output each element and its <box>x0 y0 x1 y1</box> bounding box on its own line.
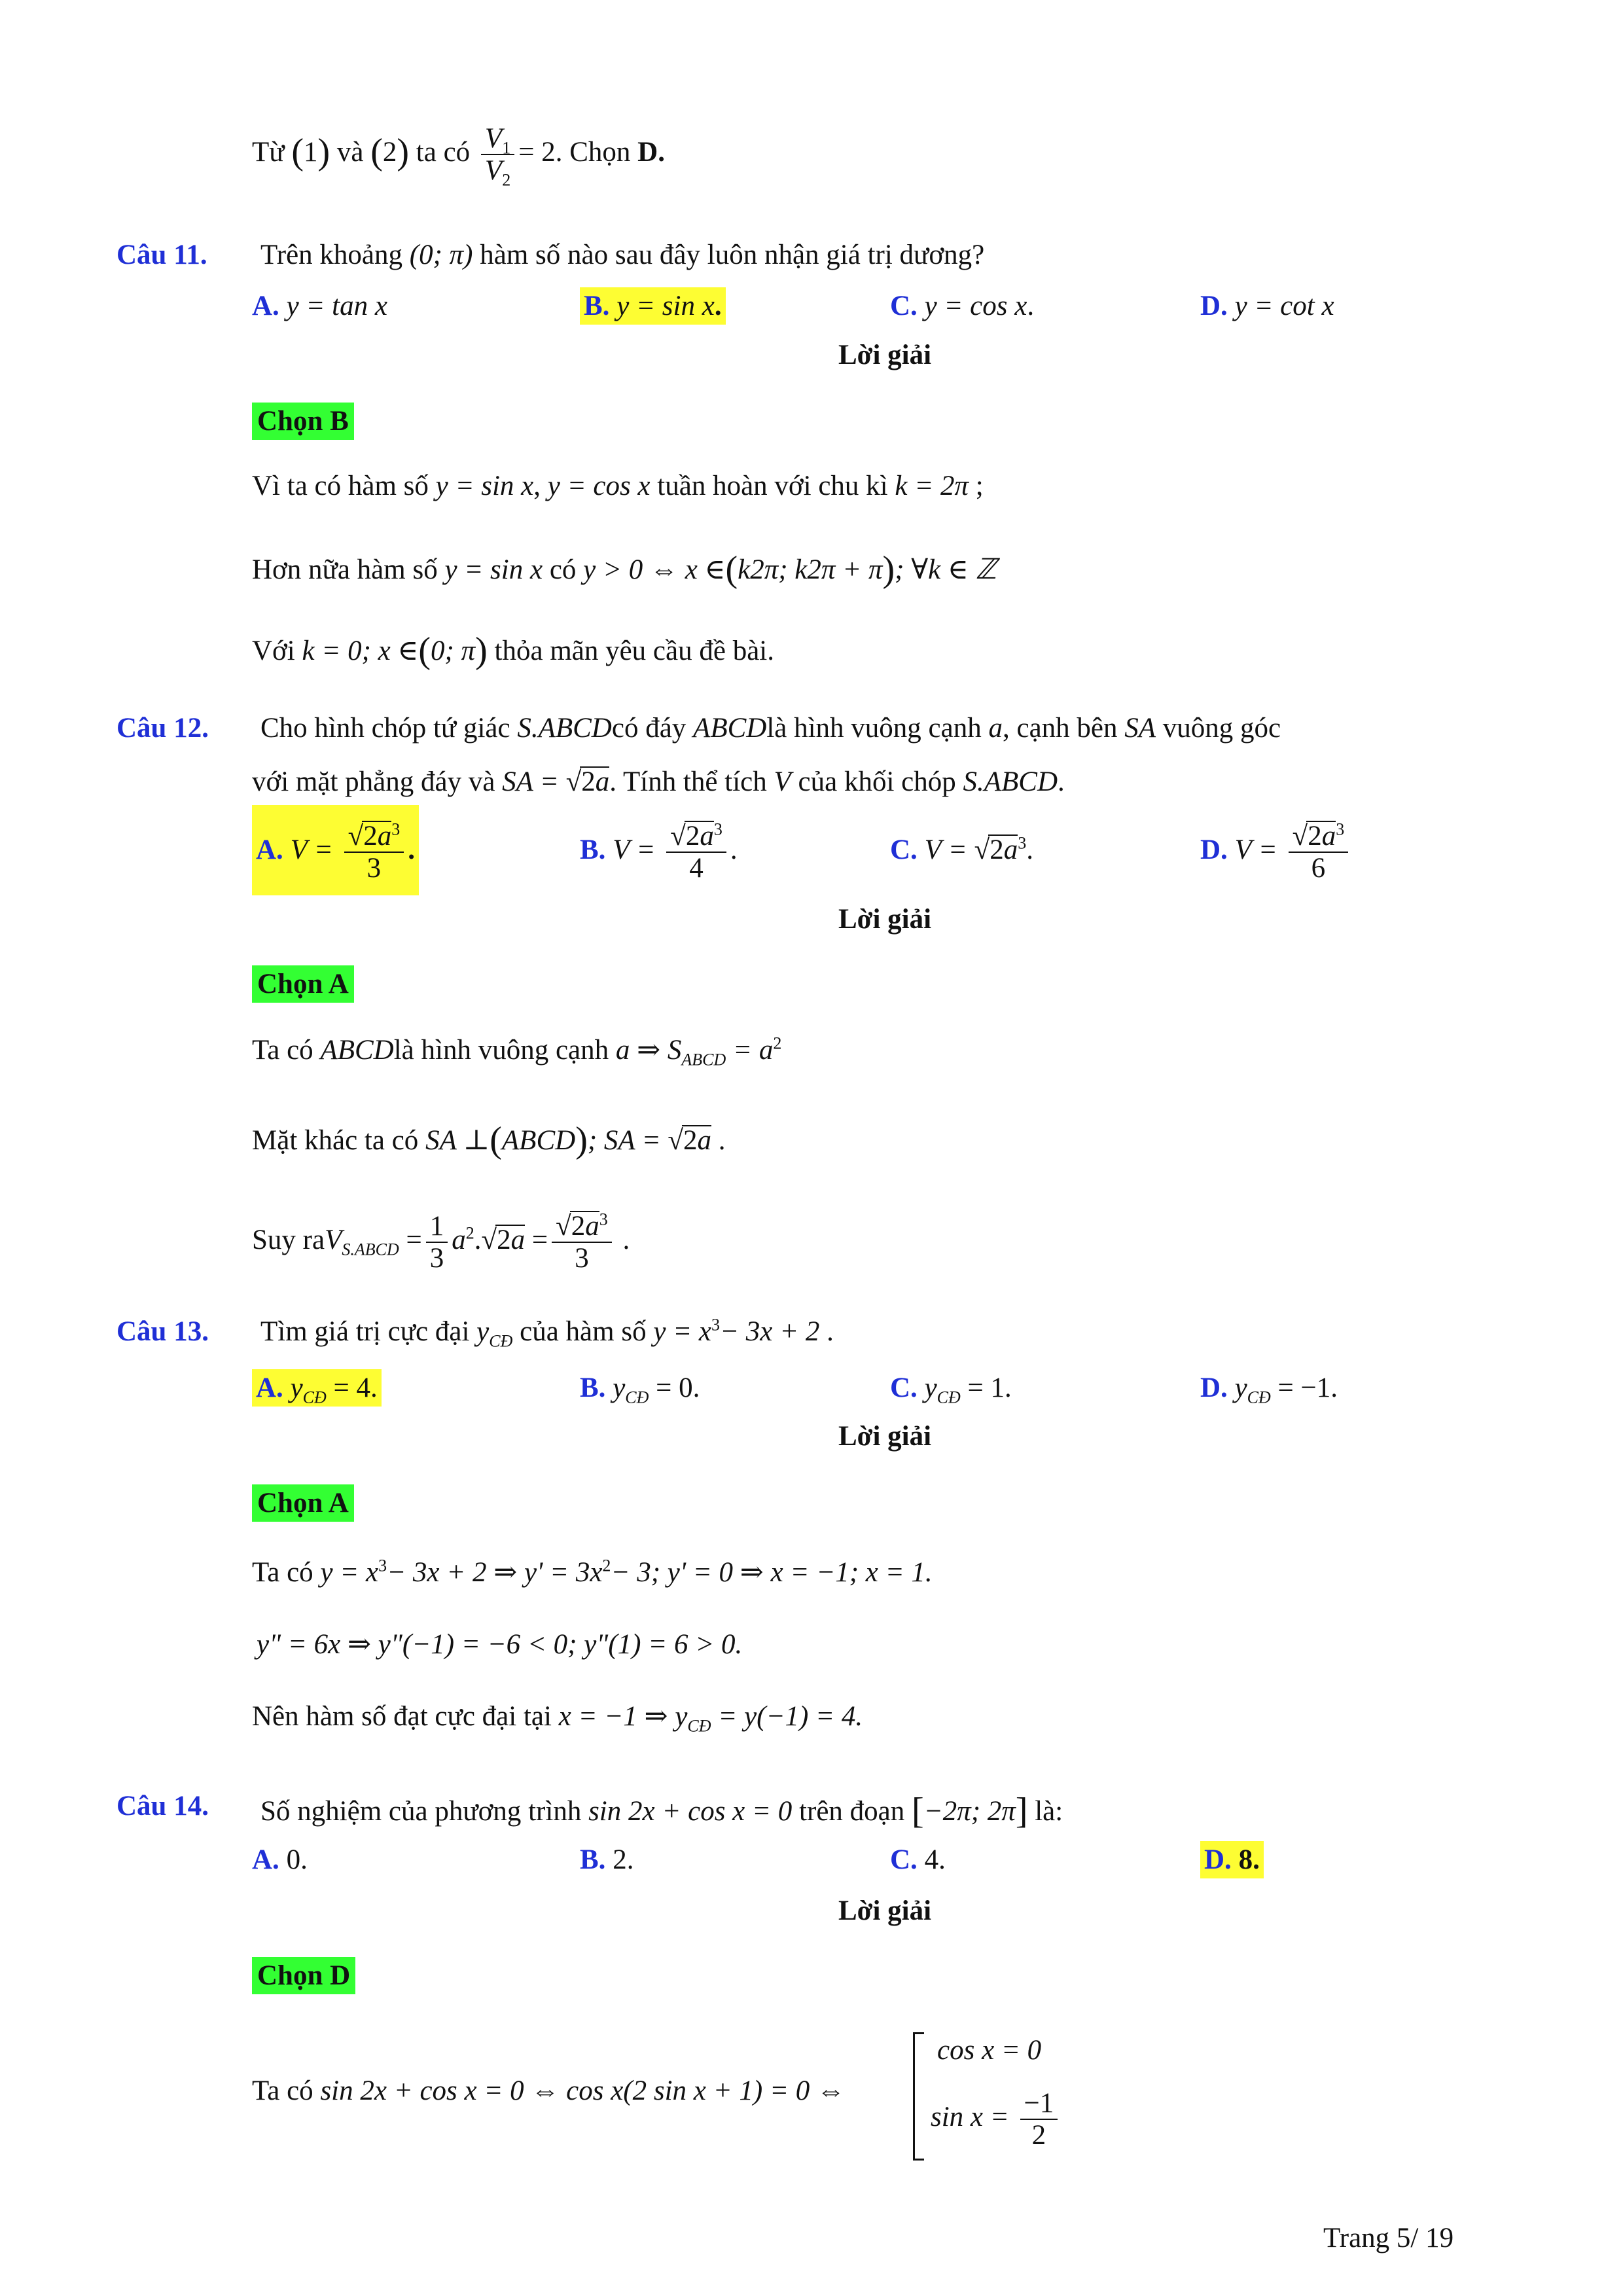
q14-option-c-value: 4 <box>924 1844 939 1875</box>
q12-s1-a: Ta có <box>252 1035 313 1066</box>
q13-func: y = x <box>653 1316 712 1347</box>
q14-option-a-key: A. <box>252 1844 279 1875</box>
ratio-num-sub: 1 <box>502 138 511 158</box>
q12-option-b-den: 4 <box>689 853 704 884</box>
q12-s1-d: a ⇒ S <box>615 1035 682 1066</box>
ratio-value: = 2 <box>518 137 556 168</box>
q13-option-d: D. $y_{CĐ} = -1$. <box>1200 1372 1338 1407</box>
q11-s1-f3: k = 2π <box>895 471 969 501</box>
intro-and: và <box>336 137 364 168</box>
ratio-den: V <box>484 155 503 187</box>
q11-s2-f3: k2π; k2π + π <box>738 554 883 585</box>
q12-option-d <box>1200 808 1352 893</box>
q12-label: Câu 12. <box>116 713 209 744</box>
q13-option-a-key: A. <box>256 1372 283 1403</box>
q13-option-a: A. $y_{CĐ} = 4$. <box>252 1369 382 1407</box>
q11-s3-a: Với <box>252 636 295 666</box>
q11-label: Câu 11. <box>116 240 207 270</box>
q12-l1-h: SA <box>1124 713 1156 744</box>
ref-two: 2 <box>382 137 397 168</box>
q12-option-d-den: 6 <box>1311 853 1326 884</box>
q11-option-b <box>580 287 726 325</box>
q12-s2-c: ABCD <box>501 1125 576 1156</box>
q13-func-b: − 3x + 2 <box>720 1316 820 1347</box>
q11-option-d-key: D. <box>1200 291 1228 321</box>
q13-s3-a: Nên hàm số đạt cực đại tại <box>252 1701 552 1732</box>
q13-choice: Chọn A <box>252 1484 354 1522</box>
q12-option-c-key: C. <box>890 834 918 865</box>
q12-s3-v: V <box>325 1225 342 1255</box>
q12-choice: Chọn A <box>252 965 354 1003</box>
q14-case2-lhs: sin x = <box>931 2102 1009 2132</box>
q14-sol-line1 <box>252 2075 845 2107</box>
q12-s1-e: = a <box>733 1035 774 1066</box>
q11-s3-f1: k = 0; x ∈ <box>302 636 419 666</box>
page-footer: Trang 5/ 19 <box>1323 2223 1454 2253</box>
intro-prefix: Từ <box>252 137 285 168</box>
q11-option-a-key: A. <box>252 291 279 321</box>
q12-l1-c: có đáy <box>611 713 687 744</box>
q13-s1-c: − 3x + 2 ⇒ y' = 3x <box>387 1557 603 1588</box>
q13-option-c-value: = 1. <box>967 1372 1012 1403</box>
q14-interval: −2π; 2π <box>923 1796 1016 1827</box>
q13-option-b: B. $y_{CĐ} = 0$. <box>580 1372 700 1407</box>
q13-s1-a: Ta có <box>252 1557 313 1588</box>
q13-s3-c: = y(−1) = 4. <box>718 1701 863 1732</box>
q12-s3-a: Suy ra <box>252 1225 325 1255</box>
ref-one: 1 <box>303 137 318 168</box>
q13-option-a-value: = 4. <box>333 1372 378 1403</box>
q14-option-b-value: 2 <box>613 1844 627 1875</box>
q14-option-b <box>580 1844 633 1876</box>
q13-stem-sub: CĐ <box>489 1331 513 1351</box>
q12-l2-g: của khối chóp <box>798 766 956 797</box>
q12-option-a: A. V = $\frac{√2a^3}{3}$ . <box>252 805 419 895</box>
q14-option-a-tail: . <box>300 1844 308 1875</box>
q12-l1-f: a <box>988 713 1003 744</box>
q12-solution-title: Lời giải <box>838 904 932 935</box>
q14-option-d-value: 8 <box>1238 1844 1253 1875</box>
q11-choice: Chọn B <box>252 403 354 440</box>
q13-stem-y: y <box>476 1316 490 1347</box>
q13-solution-title: Lời giải <box>838 1421 932 1452</box>
q13-stem-b: của hàm số <box>520 1316 647 1347</box>
q14-s1-a: Ta có <box>252 2075 313 2106</box>
q12-option-d-lhs: V = <box>1234 834 1277 865</box>
q11-s3-b: thỏa mãn yêu cầu đề bài. <box>494 636 774 666</box>
q13-s3-b: x = −1 ⇒ y <box>558 1701 688 1732</box>
q11-option-a <box>252 290 387 322</box>
q12-option-b-lhs: V = <box>613 834 656 865</box>
q12-s3-frac-third <box>426 1211 448 1274</box>
q12-option-d-frac: $\frac{√2a^3}{6}$ <box>1289 821 1349 884</box>
q14-stem: Số nghiệm của phương trình sin 2x + cos x = 0 trên đoạn [−2π; 2π] là: <box>260 1791 1063 1831</box>
q12-option-b-frac: $\frac{√2a^3}{4}$ <box>666 821 726 884</box>
q12-option-c: C. $V = √2a^3$. <box>890 833 1033 865</box>
q14-case2-num: −1 <box>1020 2088 1058 2120</box>
q14-option-c-key: C. <box>890 1844 918 1875</box>
q13-option-d-key: D. <box>1200 1372 1228 1403</box>
q12-l2-e: . Tính thể tích <box>609 766 767 797</box>
q12-l2-f: V <box>774 766 791 797</box>
q12-l2-c: 2 <box>581 766 596 797</box>
q12-sol-line2: Mặt khác ta có SA ⊥(ABCD); SA = √2a . <box>252 1120 726 1160</box>
q13-option-b-key: B. <box>580 1372 606 1403</box>
q12-option-b: B. V = $\frac{√2a^3}{4}$ . <box>580 819 738 884</box>
q12-option-d-key: D. <box>1200 834 1228 865</box>
q11-s2-f4: ; ∀k ∈ ℤ <box>895 554 997 585</box>
q13-s1-d: − 3; y' = 0 ⇒ x = −1; x = 1. <box>611 1557 933 1588</box>
intro-mid: ta có <box>416 137 471 168</box>
q14-stem-a: Số nghiệm của phương trình <box>260 1796 582 1827</box>
q11-s1-b: tuần hoàn với chu kì <box>657 471 888 501</box>
q11-option-b-value: y = sin x <box>616 291 715 321</box>
q13-stem: Tìm giá trị cực đại $y_{CĐ}$ của hàm số $y = x^3- 3x + 2$ . <box>260 1315 834 1351</box>
q12-option-a-frac: $\frac{√2a^3}{3}$ <box>344 821 404 884</box>
q11-s1-f1: y = sin x <box>435 471 534 501</box>
q11-interval: (0; π) <box>409 240 473 270</box>
q11-sol-line2: Hơn nữa hàm số y = sin x có y > 0 ⇔ x ∈(k2π; k2π + π); ∀k ∈ ℤ <box>252 549 997 590</box>
q13-sol-line1: Ta có $y = x^3- 3x + 2$ ⇒ $y' = 3x^2- 3$; y' = 0 ⇒ x = −1; x = 1. <box>252 1556 933 1588</box>
q12-s3-frac-result: $\frac{√2a^3}{3}$ <box>552 1211 612 1274</box>
q11-option-a-value: y = tan x <box>286 291 387 321</box>
q11-option-b-tail: . <box>714 291 722 321</box>
q14-case2-den: 2 <box>1031 2120 1046 2151</box>
q11-solution-title: Lời giải <box>838 340 932 370</box>
q14-option-b-key: B. <box>580 1844 606 1875</box>
q13-label: Câu 13. <box>116 1316 209 1347</box>
q12-l2-h: S.ABCD <box>963 766 1058 797</box>
q12-s2-a: Mặt khác ta có <box>252 1125 419 1156</box>
q11-sol-line3: Với k = 0; x ∈(0; π) thỏa mãn yêu cầu đề bài. <box>252 630 774 671</box>
q12-s3-sub: S.ABCD <box>342 1240 399 1259</box>
q14-option-c <box>890 1844 946 1876</box>
q11-s2-f1: y = sin x <box>444 554 543 585</box>
q12-s1-b: ABCD <box>320 1035 394 1066</box>
intro-end: . Chọn <box>555 137 631 168</box>
q12-stem-line2: với mặt phẳng đáy và SA = √2a. Tính thể tích V của khối chóp S.ABCD. <box>252 766 1065 797</box>
q12-l1-e: là hình vuông cạnh <box>766 713 982 744</box>
q12-l1-g: , cạnh bên <box>1002 713 1118 744</box>
q11-stem-b: hàm số nào sau đây luôn nhận giá trị dương? <box>480 240 985 270</box>
q11-option-c-value: y = cos x <box>924 291 1027 321</box>
q11-s1-f2: y = cos x <box>547 471 651 501</box>
q14-case2 <box>931 2078 1061 2157</box>
q13-option-b-value: = 0. <box>656 1372 700 1403</box>
q14-option-a <box>252 1844 308 1876</box>
q14-s1-b: sin 2x + cos x = 0 ⇔ cos x(2 sin x + 1) = 0 ⇔ <box>320 2075 845 2106</box>
q11-option-c-key: C. <box>890 291 918 321</box>
q12-s3-three: 3 <box>429 1243 444 1274</box>
q12-stem-line1 <box>260 712 1281 744</box>
q12-s1-sub: ABCD <box>681 1050 726 1069</box>
q12-l2-i: . <box>1058 766 1065 797</box>
q13-option-c-key: C. <box>890 1372 918 1403</box>
q12-option-a-den: 3 <box>366 853 382 884</box>
q11-s2-b: có <box>549 554 577 585</box>
q14-case2-frac <box>1020 2088 1058 2151</box>
q12-l1-a: Cho hình chóp tứ giác <box>260 713 510 744</box>
q11-sol-line1: Vì ta có hàm số y = sin x, y = cos x tuần hoàn với chu kì k = 2π ; <box>252 471 984 501</box>
q14-option-b-tail: . <box>626 1844 634 1875</box>
q13-sol-line2: y" = 6x ⇒ y"(−1) = −6 < 0; y"(1) = 6 > 0. <box>257 1629 743 1660</box>
q14-stem-b: trên đoạn <box>799 1796 905 1827</box>
q13-sol-line3: Nên hàm số đạt cực đại tại x = −1 ⇒ $y_{CĐ} = y(-1) = 4$. <box>252 1701 863 1736</box>
q12-sol-line3: Suy raV$_{S.ABCD}$ = $\frac{1}{3}$ $a^2.√2a$ = $\frac{√2a^3}{3}$ . <box>252 1210 630 1274</box>
q14-option-a-value: 0 <box>286 1844 301 1875</box>
q11-stem-a: Trên khoảng <box>260 240 402 270</box>
q12-l2-d: a <box>595 766 610 797</box>
q12-s2-d: ; SA = <box>587 1125 661 1156</box>
q14-label: Câu 14. <box>116 1791 209 1821</box>
q11-s3-f2: 0; π <box>431 636 476 666</box>
q12-s3-eq: = <box>406 1225 422 1255</box>
q12-option-b-key: B. <box>580 834 606 865</box>
q12-l2-b: SA = <box>502 766 559 797</box>
q11-s2-a: Hơn nữa hàm số <box>252 554 438 585</box>
q14-case-bracket <box>913 2032 924 2161</box>
q12-option-a-lhs: V = <box>290 834 333 865</box>
ratio-den-sub: 2 <box>502 170 511 190</box>
q12-s1-c: là hình vuông cạnh <box>393 1035 609 1066</box>
q11-stem <box>260 239 984 271</box>
q13-s1-b: y = x <box>320 1557 379 1588</box>
q14-choice: Chọn D <box>252 1957 355 1994</box>
q12-l1-d: ABCD <box>693 713 767 744</box>
q13-option-d-value: = −1. <box>1277 1372 1338 1403</box>
q12-option-c-lhs: V = <box>924 834 967 865</box>
q14-option-d <box>1200 1841 1264 1878</box>
q13-stem-a: Tìm giá trị cực đại <box>260 1316 470 1347</box>
q14-case1: cos x = 0 <box>937 2035 1042 2066</box>
intro-answer: D. <box>637 137 665 168</box>
q14-option-d-key: D. <box>1204 1844 1232 1875</box>
q14-option-c-tail: . <box>938 1844 946 1875</box>
q11-option-d <box>1200 290 1334 322</box>
q12-l2-a: với mặt phẳng đáy và <box>252 766 495 797</box>
q14-option-d-tail: . <box>1253 1844 1260 1875</box>
q11-option-c-tail: . <box>1027 291 1035 321</box>
ratio-fraction <box>481 123 514 190</box>
ratio-num: V <box>484 123 503 154</box>
q12-s2-b: SA ⊥ <box>425 1125 490 1156</box>
q14-solution-title: Lời giải <box>838 1895 932 1926</box>
q11-option-c <box>890 290 1034 322</box>
q13-option-c: C. $y_{CĐ} = 1$. <box>890 1372 1012 1407</box>
q11-s1-a: Vì ta có hàm số <box>252 471 429 501</box>
q11-s2-f2: y > 0 ⇔ x ∈ <box>583 554 726 585</box>
q14-stem-c: là: <box>1035 1796 1063 1827</box>
q12-l1-b: S.ABCD <box>517 713 612 744</box>
q12-s3-one: 1 <box>426 1211 448 1243</box>
q12-option-a-key: A. <box>256 834 283 865</box>
q11-option-b-key: B. <box>584 291 610 321</box>
intro-line: Từ (1) và (2) ta có $\frac{V_1}{V_2}$ = 2. Chọn D. <box>252 123 665 190</box>
q12-sol-line1: Ta có ABCDlà hình vuông cạnh a ⇒ $S_{ABCD} = a^2$ <box>252 1033 782 1069</box>
q12-l1-i: vuông góc <box>1162 713 1281 744</box>
q11-option-d-value: y = cot x <box>1234 291 1334 321</box>
q14-eq: sin 2x + cos x = 0 <box>588 1796 793 1827</box>
